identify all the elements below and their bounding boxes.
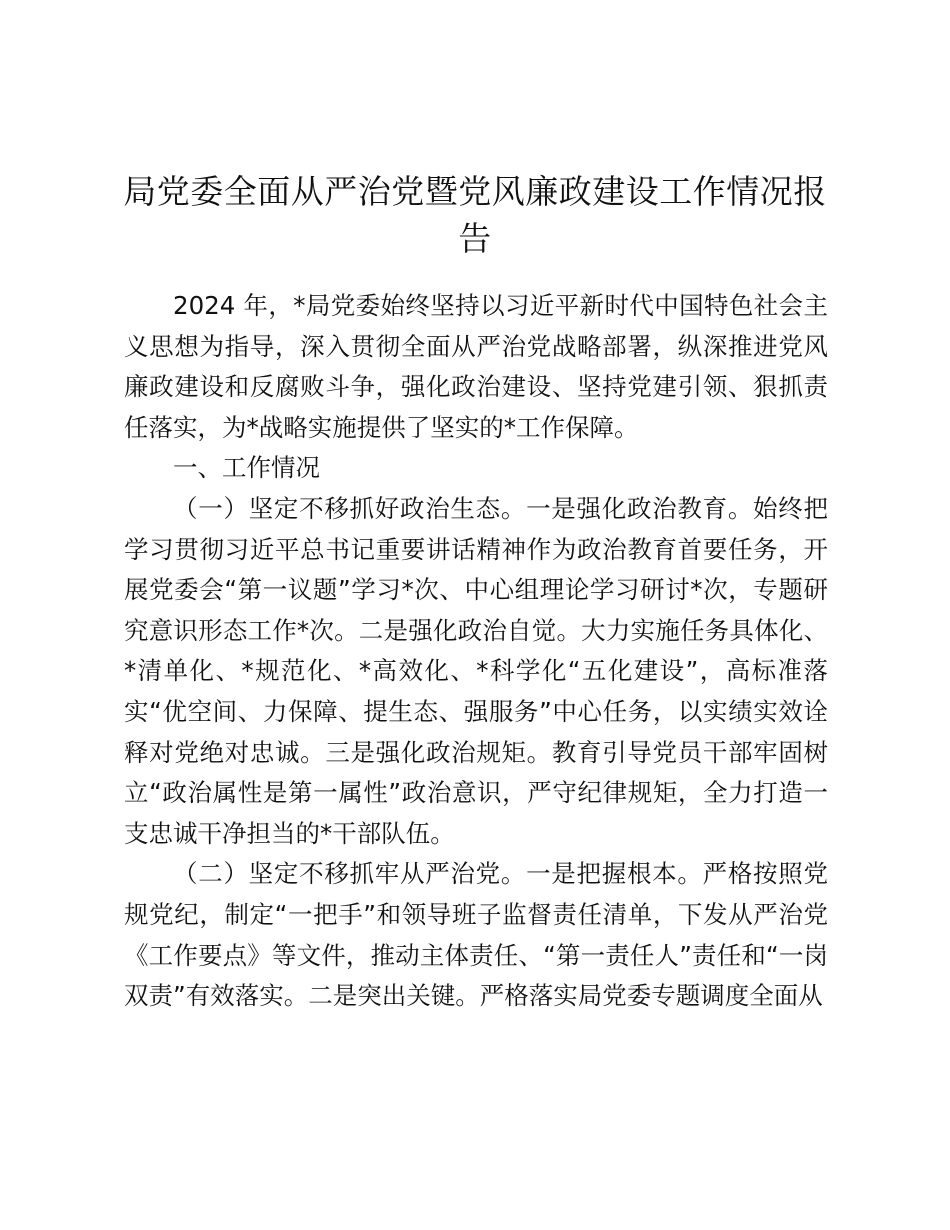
paragraph-strict-governance: （二）坚定不移抓牢从严治党。一是把握根本。严格按照党规党纪，制定“一把手”和领导班子监督责任清单，下发从严治党《工作要点》等文件，推动主体责任、“第一责任人”责任和“一岗双责”有效落实。二是突出关键。严格落实局党委专题调度全面从 (124, 859, 828, 1011)
paragraph-intro: 2024 年，*局党委始终坚持以习近平新时代中国特色社会主义思想为指导，深入贯彻全面从严治党战略部署，纵深推进党风廉政建设和反腐败斗争，强化政治建设、坚持党建引领、狠抓责任落实，为*战略实施提供了坚实的*工作保障。 (124, 291, 828, 442)
document-body (124, 286, 828, 1017)
paragraph-political-ecology: （一）坚定不移抓好政治生态。一是强化政治教育。始终把学习贯彻习近平总书记重要讲话精神作为政治教育首要任务，开展党委会“第一议题”学习*次、中心组理论学习研讨*次，专题研究意识形态工作*次。二是强化政治自觉。大力实施任务具体化、*清单化、*规范化、*高效化、*科学化“五化建设”，高标准落实“优空间、力保障、提生态、强服务”中心任务，以实绩实效诠释对党绝对忠诚。三是强化政治规矩。教育引导党员干部牢固树立“政治属性是第一属性”政治意识，严守纪律规矩，全力打造一支忠诚干净担当的*干部队伍。 (124, 493, 828, 848)
document-title: 局党委全面从严治党暨党风廉政建设工作情况报告 (123, 172, 827, 258)
section-heading-work-status: 一、工作情况 (173, 453, 320, 483)
